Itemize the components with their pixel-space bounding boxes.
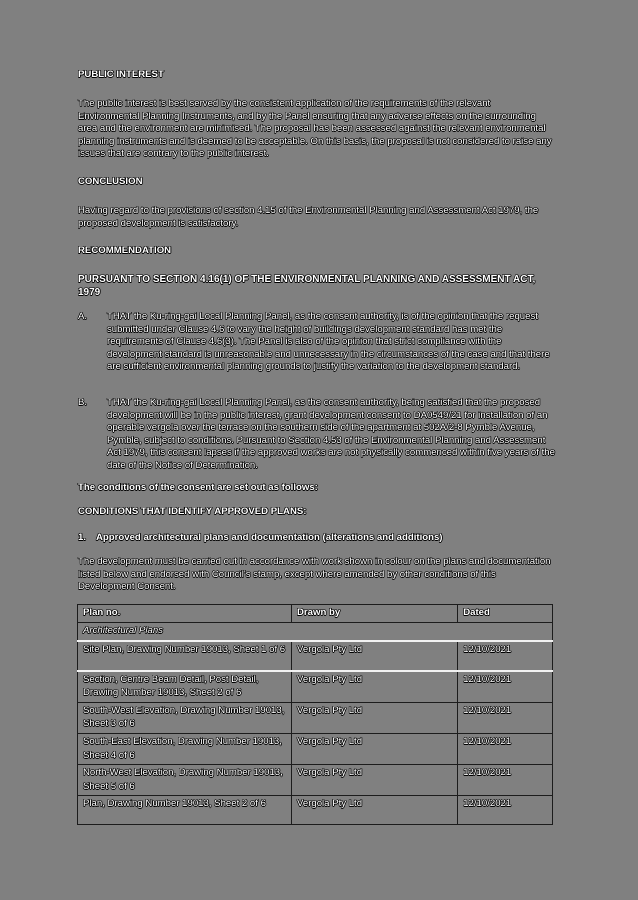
cell-drawn-by: Vergola Pty Ltd <box>291 796 457 825</box>
cell-plan: North-West Elevation, Drawing Number 19013, Sheet 5 of 6 <box>78 765 292 796</box>
conditions-intro: The conditions of the consent are set out as follows: <box>78 482 318 493</box>
table-row <box>78 765 553 796</box>
condition-1-body: The development must be carried out in accordance with work shown in colour on the plans and documentation listed below and endorsed with Council's stamp, except where amended by other conditions of this Development Consent. <box>78 556 551 593</box>
table-row <box>78 641 553 671</box>
conclusion-heading: CONCLUSION <box>78 176 143 187</box>
cell-plan: Section, Centre Beam Detail, Post Detail, Drawing Number 19013, Sheet 2 of 6 <box>78 671 292 703</box>
recommendation-item-a-label: A. <box>78 311 88 322</box>
cell-dated: 12/10/2021 <box>458 796 553 825</box>
table-row <box>78 702 553 733</box>
recommendation-heading: RECOMMENDATION <box>78 245 172 256</box>
cell-plan: Plan, Drawing Number 19013, Sheet 2 of 6 <box>78 796 292 825</box>
conclusion-body: Having regard to the provisions of section 4.15 of the Environmental Planning and Assessment Act 1979, the proposed development is satisfactory. <box>78 205 539 229</box>
cell-drawn-by: Vergola Pty Ltd <box>291 641 457 671</box>
cell-dated: 12/10/2021 <box>458 641 553 671</box>
section-label-architectural-plans: Architectural Plans <box>78 623 553 641</box>
cell-plan: Site Plan, Drawing Number 19013, Sheet 1 of 6 <box>78 641 292 671</box>
cell-drawn-by: Vergola Pty Ltd <box>291 671 457 703</box>
public-interest-heading: PUBLIC INTEREST <box>78 69 164 80</box>
column-header-plan-no: Plan no. <box>78 605 292 623</box>
conditions-heading: CONDITIONS THAT IDENTIFY APPROVED PLANS: <box>78 506 307 517</box>
recommendation-item-b-label: B. <box>78 397 88 408</box>
approved-plans-table <box>77 604 553 825</box>
cell-dated: 12/10/2021 <box>458 733 553 764</box>
table-row <box>78 733 553 764</box>
cell-plan: South-West Elevation, Drawing Number 19013, Sheet 3 of 6 <box>78 702 292 733</box>
cell-drawn-by: Vergola Pty Ltd <box>291 733 457 764</box>
cell-dated: 12/10/2021 <box>458 702 553 733</box>
recommendation-item-b-text: THAT the Ku-ring-gai Local Planning Panel, as the consent authority, being satisfied that the proposed development will be in the public interest, grant development consent to DA0549/21 for installation of an operable vergola over the terrace on the southern side of the apartment at 502A/2-8 Pymble Avenue, Pymble, subject to conditions. Pursuant to Section 4.53 of the Environmental Planning and Assessment Act 1979, this consent lapses if the approved works are not physically commenced within five years of the date of the Notice of Determination. <box>107 397 555 471</box>
public-interest-body: The public interest is best served by the consistent application of the requirements of the relevant Environmental Planning Instruments, and by the Panel ensuring that any adverse effects on the surrounding area and the environment are minimised. The proposal has been assessed against the relevant environmental planning instruments and is deemed to be acceptable. On this basis, the proposal is not considered to raise any issues that are contrary to the public interest. <box>78 98 552 160</box>
cell-drawn-by: Vergola Pty Ltd <box>291 765 457 796</box>
recommendation-item-a-text: THAT the Ku-ring-gai Local Planning Panel, as the consent authority, is of the opinion that the request submitted under Clause 4.6 to vary the height of buildings development standard has met the requirements of Clause 4.6(3). The Panel is also of the opinion that strict compliance with the development standard is unreasonable and unnecessary in the circumstances of the case and that there are sufficient environmental planning grounds to justify the variation to the development standard. <box>107 311 550 373</box>
pursuant-heading: PURSUANT TO SECTION 4.16(1) OF THE ENVIRONMENTAL PLANNING AND ASSESSMENT ACT, 1979 <box>78 274 536 298</box>
cell-dated: 12/10/2021 <box>458 671 553 703</box>
condition-1-number: 1. <box>78 532 87 543</box>
table-row <box>78 671 553 703</box>
cell-plan: South-East Elevation, Drawing Number 19013, Sheet 4 of 6 <box>78 733 292 764</box>
table-row <box>78 796 553 825</box>
cell-dated: 12/10/2021 <box>458 765 553 796</box>
column-header-dated: Dated <box>458 605 553 623</box>
column-header-drawn-by: Drawn by <box>291 605 457 623</box>
table-header-row <box>78 605 553 623</box>
cell-drawn-by: Vergola Pty Ltd <box>291 702 457 733</box>
condition-1-title: Approved architectural plans and documentation (alterations and additions) <box>96 532 443 543</box>
table-section-row <box>78 623 553 641</box>
